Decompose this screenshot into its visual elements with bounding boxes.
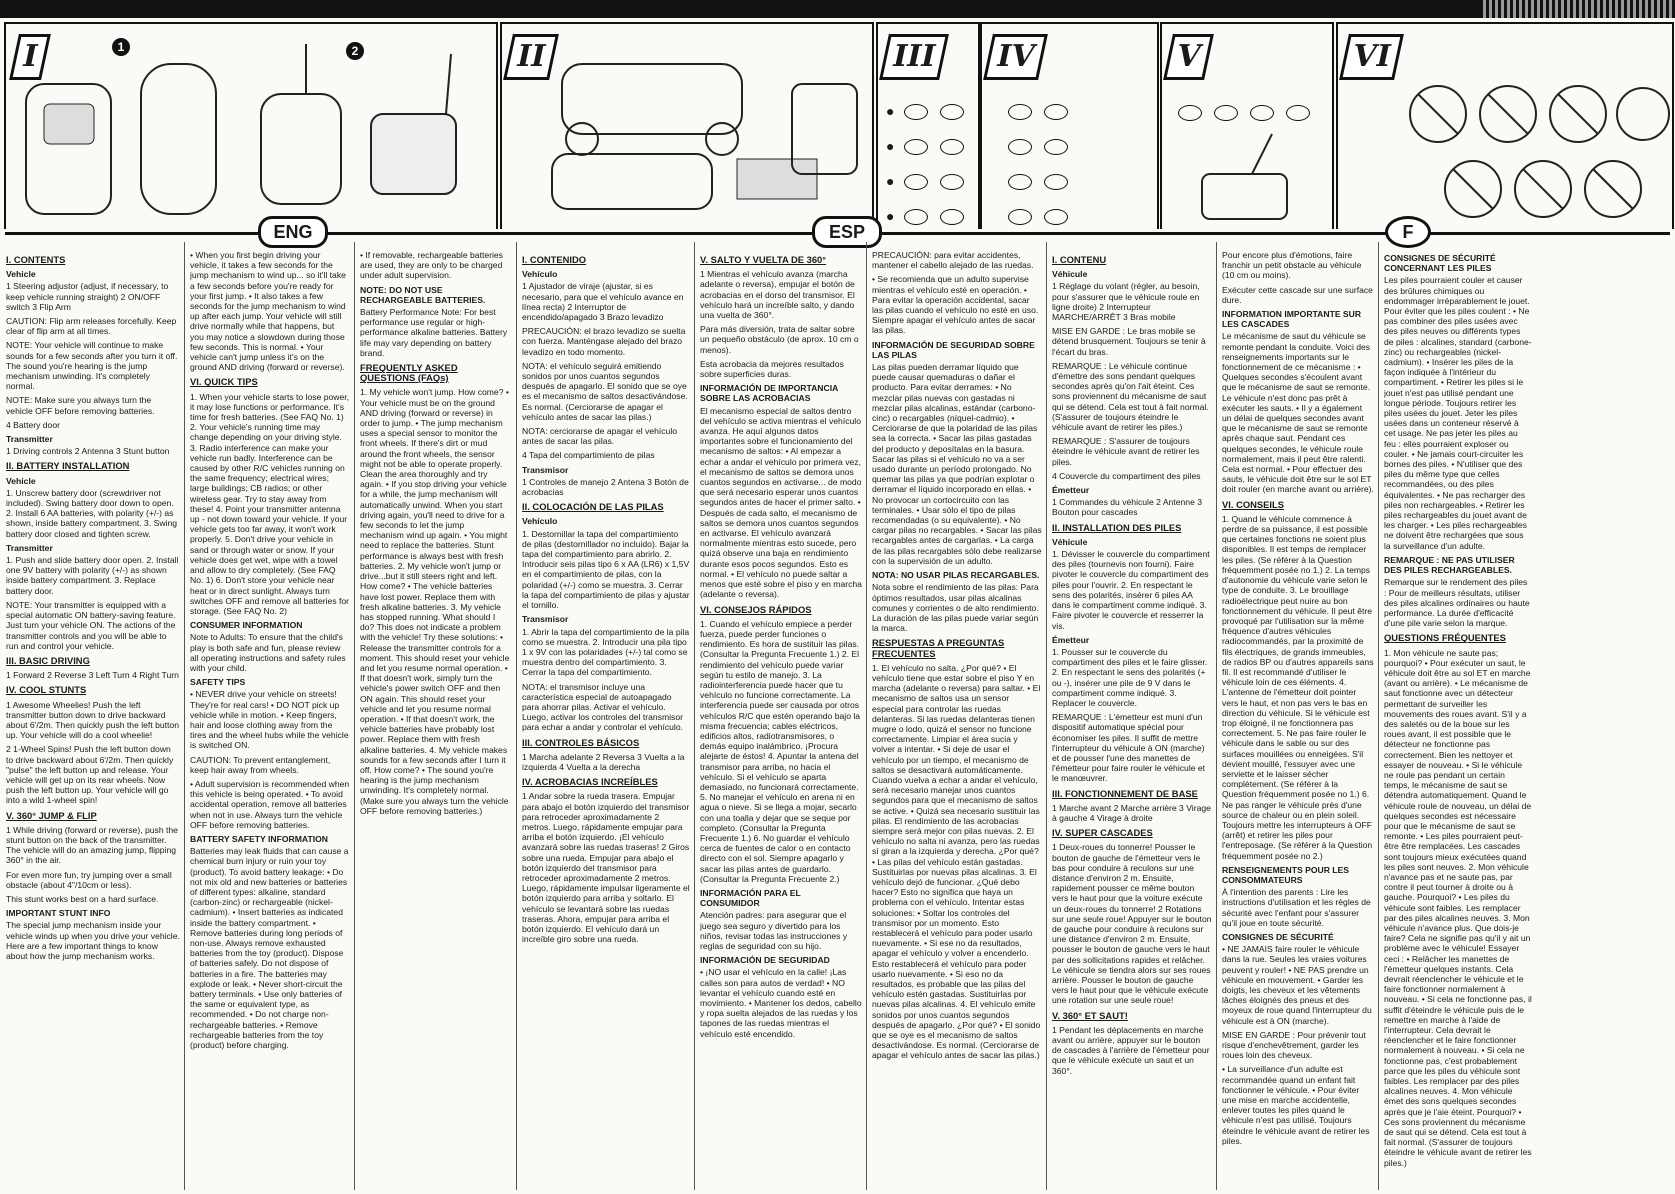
fr-installation-heading: II. INSTALLATION DES PILES [1052,521,1182,533]
fr-couvercle: 4 Couvercle du compartiment des piles [1052,470,1201,481]
eng-caution-wheels: CAUTION: To prevent entanglement, keep hair away from wheels. [190,754,331,775]
eng-jump-text: 1 While driving (forward or reverse), push the stunt button on the back of the transmitter. The vehicle will do an amazing jump, flipping 360° in the air. [6,824,178,866]
fr-saut-text: 1 Pendant les déplacements en marche avant ou arrière, appuyer sur le bouton de cascades à l'arrière de l'émetteur pour que le véhicule exécute un saut et un 360°. [1052,1024,1210,1076]
fr-vehicule-heading-2: Véhicule [1052,536,1088,547]
panel-i-label: I [9,34,51,80]
eng-faq-text: 1. My vehicle won't jump. How come? • Your vehicle must be on the ground AND driving (forward or reverse) in order to jump. • The jump mechanism uses a special sensor to monitor the front wheels. If there's dirt or mud around the front wheels, the sensor might not be able to operate properly. Clean the area thoroughly and try again. • If you stop driving your vehicle for a while, the jump mechanism will automatically unwind. When you start driving again, you'll need to drive for a few seconds to let the jump mechanism wind up again. • You might need to replace the batteries. Stunt performance is always best with fresh batteries. 2. My vehicle won't jump or drive...but it still steers right and left. How come? • The vehicle batteries have lost power. Replace them with fresh alkaline batteries. 3. My vehicle has stopped running. What should I do? This does not indicate a problem with the vehicle! Try these solutions: • Release the transmitter controls for a moment. This should reset your vehicle and let you resume normal operation. • If that doesn't work, simply turn the vehicle's power switch OFF and then ON again. This should reset your vehicle and let you resume normal operation. • If that doesn't work, the vehicle batteries have probably lost power. Replace them with fresh alkaline batteries. 4. My vehicle makes sounds for a few seconds after I turn it off. How come? • The sound you're hearing is the jump mechanism unwinding. It's completely normal. (Make sure you always turn the vehicle OFF before removing batteries.) [360,387,510,816]
divider [694,242,695,1190]
eng-transmitter-heading: Transmitter [6,434,53,445]
esp-importancia-text: El mecanismo especial de saltos dentro del vehículo se activa mientras el vehículo avanza. He aquí algunos datos importantes sobre el funcionamiento del mecanismo de saltos: • Al empezar a echar a andar el vehículo por primera vez, el mecanismo de saltos se demora unos cuantos segundos en activarse... de modo que será necesario esperar unos cuantos segundos antes de hacer el primer salto. • Después de cada salto, el mecanismo de saltos se demora unos cuantos segundos en activarse. El vehículo avanzará normalmente mientras esto sucede, pero quizá observe una baja en rendimiento durante esos pocos segundos. Esto es normal. • El vehículo no puede saltar a menos que esté sobre el piso y en marcha (adelante o reversa). [700,405,862,600]
fr-mise-en-garde-2: MISE EN GARDE : Pour prévenir tout risque d'enchevêtrement, garder les roues loin des cheveux. [1222,1029,1366,1061]
esp-controles-heading: III. CONTROLES BÁSICOS [522,736,640,748]
eng-consumer-heading: CONSUMER INFORMATION [190,620,303,631]
eng-cool-stunts-heading: IV. COOL STUNTS [6,684,87,696]
eng-important-text: The special jump mechanism inside your vehicle winds up when you drive your vehicle. Here are a few important things to know about how the jump mechanism works. [6,920,180,961]
fr-consignes-heading: CONSIGNES DE SÉCURITÉ [1222,932,1334,942]
eng-adult-text: • Adult supervision is recommended when this vehicle is being operated. • To avoid accidental operation, remove all batteries when not in use. Always turn the vehicle OFF before removing batteries. [190,778,350,830]
esp-vehiculo-heading: Vehículo [522,269,558,280]
esp-acrobacias-heading: IV. ACROBACIAS INCREÍBLES [522,776,658,788]
esp-tip-salto-2: Esta acrobacia da mejores resultados sobre superficies duras. [700,358,844,380]
divider [354,242,355,1190]
eng-one-wheel: 2 1-Wheel Spins! Push the left button down to drive backward about 6'/2m. Then quickly "pulse" the left button up and release. Your vehicle will get up on its rear wheels. Now push the left button up. Your vehicle will go into a wild 1-wheel spin! [6,744,174,806]
vehicle-top-illustration [6,24,496,229]
eng-caution-flip: CAUTION: Flip arm releases forcefully. Keep clear of flip arm at all times. [6,316,177,337]
esp-acrobacias-text: 1 Andar sobre la rueda trasera. Empujar para abajo el botón izquierdo del transmisor para retroceder aproximadamente 2 metros. Luego, rápidamente empujar para arriba el botón izquierdo. ¡El vehículo avanzará sobre las ruedas traseras! 2 Giros sobre una rueda. Empujar para abajo el botón izquierdo del transmisor para retroceder aproximadamente 2 metros. Luego, rápidamente impulsar ligeramente el botón izquierdo para arriba y soltarlo. El vehículo se levantará sobre las ruedas traseras. Ahora, empujar para arriba el botón izquierdo. El vehículo dará un increíble giro sobre una rueda. [522,791,690,945]
esp-nota-transmisor: NOTA: el transmisor incluye una característica especial de autoapagado para ahorrar pilas. Activar el vehículo. Luego, activar los controles del transmisor para echar a andar y controlar el vehículo. [522,681,683,733]
esp-nota-2: NOTA: cerciorarse de apagar el vehículo antes de sacar las pilas. [522,426,678,447]
eng-quick-tips-heading: VI. QUICK TIPS [190,376,258,388]
fr-emetteur-heading-2: Émetteur [1052,634,1090,645]
fr-important-heading: INFORMATION IMPORTANTE SUR LES CASCADES [1222,309,1362,330]
eng-transmitter-heading-2: Transmitter [6,542,53,553]
eng-note-transmitter: NOTE: Your transmitter is equipped with a special automatic ON battery-saving feature. Just turn your vehicle ON. The actions of the transmitter controls and you will be able to run and control your vehicle. [6,599,176,651]
divider [866,242,867,1190]
fr-renseignements-text: À l'intention des parents : Lire les instructions d'utilisation et les règles de sécurité avec l'enfant pour s'assurer qu'il joue en toute sécurité. [1222,887,1371,928]
eng-driving-items: 1 Forward 2 Reverse 3 Left Turn 4 Right Turn [6,670,179,681]
eng-tip-2: This stunt works best on a hard surface. [6,893,159,904]
panel-v-label: V [1163,34,1214,80]
esp-consejos-heading: VI. CONSEJOS RÁPIDOS [700,603,812,615]
eng-battery-safety-text: Batteries may leak fluids that can cause a chemical burn injury or ruin your toy (product). To avoid battery leakage: • Do not mix old and new batteries or batteries of different types: alkaline, standard (carbon-zinc) or rechargeable (nickel-cadmium). • Insert batteries as indicated inside the battery compartment. • Remove batteries during long periods of non-use. Always remove exhausted batteries from the toy (product). Dispose of batteries safely. Do not dispose of batteries in a fire. The batteries may explode or leak. • Never short-circuit the battery terminals. • Use only batteries of the same or equivalent type, as recommended. • Do not charge non-rechargeable batteries. • Remove rechargeable batteries from the toy (product) before charging. [190,846,349,1051]
eng-jump-notes: • When you first begin driving your vehicle, it takes a few seconds for the jump mechanism to wind up... so it'll take a few seconds before you're ready for your first jump. • It also takes a few seconds for the jump mechanism to wind up after each jump. Your vehicle will still drive normally while that happens, but you may notice a slowdown during those few seconds. This is normal. • Your vehicle can't jump unless it's on the ground AND driving (forward or reverse). [190,250,346,373]
eng-note-off: NOTE: Make sure you always turn the vehicle OFF before removing batteries. [6,395,155,416]
eng-note-vehicle: NOTE: Your vehicle will continue to make sounds for a few seconds after you turn it off. The sound you're hearing is the jump mechanism unwinding. It's completely normal. [6,340,178,392]
esp-consejos-text: 1. Cuando el vehículo empiece a perder fuerza, puede perder funciones o rendimiento. Es hora de sustituir las pilas. (Consultar la Pregunta Frecuente 1.) 2. El rendimiento del vehículo puede variar según tu estilo de manejo. 3. La radiointerferencia puede hacer que tu vehículo no funcione correctamente. La interferencia puede ser causada por otros vehículos R/C que estén operando bajo la misma frecuencia; cables eléctricos, edificios altos, radiotransmisores, o demás equipo inalámbrico. ¡Procura alejarte de éstos! 4. Apuntar la antena del transmisor para arriba, no hacia el vehículo. Si el vehículo se aparta demasiado, no funcionará correctamente. 5. No manejar el vehículo en arena ni en agua o nieve. Si se llega a mojar, secarlo con una toalla y dejar que se seque por completo. (Consultar la Pregunta Frecuente 1.) 6. No guardar el vehículo cerca de fuentes de calor o en contacto directo con el sol. Siempre apagarlo y sacar las pilas antes de guardarlo. (Consultar la Pregunta Frecuente 2.) [700,618,861,884]
esp-adulto-text: • Se recomienda que un adulto supervise mientras el vehículo esté en operación. • Para evitar la operación accidental, sacar las pilas cuando el vehículo no esté en uso. Siempre apagar el vehículo antes de sacar las pilas. [872,274,1039,336]
fr-fonctionnement-heading: III. FONCTIONNEMENT DE BASE [1052,787,1198,799]
eng-battery-door: 4 Battery door [6,419,60,430]
fr-important-text: Le mécanisme de saut du véhicule se remonte pendant la conduite. Voici des renseignements importants sur le fonctionnement de ce mécanisme : • Quelques secondes s'écoulent avant que le mécanisme de saut se remonte. Le véhicule n'est donc pas prêt à exécuter les sauts. • Il y a également un délai de quelques secondes avant que le mécanisme de saut se remonte après chaque saut. Pendant ces quelques secondes, le véhicule roule normalement, mais il peut être ralenti. Cela est normal. • Pour effectuer des sauts, le véhicule doit être sur le sol ET doit rouler (en marche avant ou arrière). [1222,331,1374,495]
fr-piles-heading: CONSIGNES DE SÉCURITÉ CONCERNANT LES PILES [1384,253,1496,274]
fr-vehicule-heading: Véhicule [1052,269,1088,280]
fr-mise-en-garde: MISE EN GARDE : Le bras mobile se détend brusquement. Toujours se tenir à l'écart du bras. [1052,326,1206,357]
fr-saut-heading: V. 360° ET SAUT! [1052,1009,1128,1021]
eng-vehicle-items: 1 Steering adjustor (adjust, if necessary, to keep vehicle running straight) 2 ON/OFF switch 3 Flip Arm [6,281,169,312]
fr-consignes-text: • NE JAMAIS faire rouler le véhicule dans la rue. Seules les vraies voitures peuvent y rouler! • NE PAS prendre un véhicule en mouvement. • Garder les doigts, les cheveux et les vêtements lâches éloignés des pneus et des moyeux de roue quand l'interrupteur du véhicule est à ON (marche). [1222,944,1372,1026]
esp-salto-text: 1 Mientras el vehículo avanza (marcha adelante o reversa), empujar el botón de acrobacias en el dorso del transmisor. El vehículo hará un increíble salto, y dando una vuelta de 360°. [700,269,855,321]
esp-transmisor-items: 1 Controles de manejo 2 Antena 3 Botón de acrobacias [522,476,689,498]
esp-precaucion: PRECAUCIÓN: el brazo levadizo se suelta con fuerza. Manténgase alejado del brazo levadizo en todo momento. [522,326,686,357]
fr-emetteur-text: 1. Pousser sur le couvercle du compartiment des piles et le faire glisser. 2. En respectant le sens des polarités (+ ou -), insérer une pile de 9 V dans le compartiment comme indiqué. 3. Replacer le couvercle. [1052,646,1208,708]
esp-tip-salto: Para más diversión, trata de saltar sobre un pequeño obstáculo (de aprox. 10 cm o menos). [700,324,859,355]
eng-quick-tips-text: 1. When your vehicle starts to lose power, it may lose functions or performance. It's time for fresh batteries. (See FAQ No. 1) 2. Your vehicle's running time may change depending on your driving style. 3. Radio interference can make your vehicle run badly. Interference can be caused by other R/C vehicles running on the same frequency; electrical wires; large buildings; CB radios; or other wireless gear. Try to stay away from these! 4. Point your transmitter antenna up - not down toward your vehicle. If your vehicle gets too far away, it won't work properly. 5. Don't drive your vehicle in sand or through water or snow. If your vehicle does get wet, wipe with a towel and allow to dry completely. (See FAQ No. 1) 6. Don't store your vehicle near heat or in direct sunlight. Always turn switches OFF and remove all batteries for storage. (See FAQ No. 2) [190,391,350,616]
fr-col-3 [1384,250,1532,1190]
fr-rendement: Remarque sur le rendement des piles : Pour de meilleurs résultats, utiliser des piles alcalines ordinaires ou haute performance. La durée d'efficacité d'une pile varie selon la marque. [1384,577,1530,629]
fr-emetteur-heading: Émetteur [1052,485,1090,496]
eng-vehicle-heading: Vehicle [6,269,36,280]
eng-col-2 [190,250,350,1190]
esp-pilas-heading: INFORMACIÓN DE SEGURIDAD SOBRE LAS PILAS [872,339,1035,360]
panel-iv [980,22,1159,229]
eng-col-1 [6,250,180,1190]
esp-transmisor-heading: Transmisor [522,464,569,475]
panel-iv-label: IV [983,34,1048,80]
fr-emetteur-items: 1 Commandes du véhicule 2 Antenne 3 Bouton pour cascades [1052,497,1203,518]
callout-2: 2 [346,42,364,60]
eng-performance-note: Battery Performance Note: For best performance use regular or high-performance alkaline batteries. Battery life may vary depending on battery brand. [360,307,508,358]
fr-questions-heading: QUESTIONS FRÉQUENTES [1384,632,1506,644]
esp-vehiculo-items: 1 Ajustador de viraje (ajustar, si es necesario, para que el vehículo avance en línea recta) 2 Interruptor de encendido/apagado 3 Brazo levadizo [522,281,684,323]
eng-wheelies: 1 Awesome Wheelies! Push the left transmitter button down to drive backward about 6'/2m. Then quickly push the left button up. Your vehicle will do a cool wheelie! [6,699,179,741]
panel-iii [876,22,980,229]
fr-super-heading: IV. SUPER CASCADES [1052,827,1153,839]
divider [1046,242,1047,1190]
esp-pilas-text: Las pilas pueden derramar líquido que puede causar quemaduras o dañar el producto. Para evitar derrames: • No mezclar pilas nuevas con gastadas ni mezclar pilas alcalinas, estándar (carbono-cinc) o recargables (níquel-cadmio). • Cerciorarse de que la polaridad de las pilas sea la correcta. • Sacar las pilas gastadas del producto y deposítalas en la basura. Sacar las pilas si el vehículo no va a ser usado durante un período prolongado. No quemar las pilas ya que podrían explotar o derramar el líquido incorporado en ellas. • No provocar un cortocircuito con las terminales. • Usar sólo el tipo de pilas recomendadas (o su equivalente). • No cargar pilas no recargables. • Sacar las pilas recargables antes de cargarlas. • La carga de las pilas recargables sólo debe realizarse con la supervisión de un adulto. [872,362,1042,566]
panel-v [1160,22,1334,229]
esp-transmisor-heading-2: Transmisor [522,614,569,625]
eng-important-heading: IMPORTANT STUNT INFO [6,908,111,919]
esp-colocacion-heading: II. COLOCACIÓN DE LAS PILAS [522,501,664,513]
esp-no-recargables: NOTA: NO USAR PILAS RECARGABLES. [872,570,1040,581]
eng-safety-text: • NEVER drive your vehicle on streets! They're for real cars! • DO NOT pick up vehicle while in motion. • Keep fingers, hair and loose clothing away from the tires and the wheel hubs while the vehicle is switched ON. [190,689,349,751]
esp-col-3 [872,250,1042,1190]
esp-col-1 [522,250,690,1190]
esp-controles-items: 1 Marcha adelante 2 Reversa 3 Vuelta a la izquierda 4 Vuelta a la derecha [522,751,685,772]
eng-consumer-text: Note to Adults: To ensure that the child's play is both safe and fun, please review all operating instructions and safety rules with your child. [190,632,346,673]
eng-no-recharge: NOTE: DO NOT USE RECHARGEABLE BATTERIES. [360,284,486,305]
eng-transmitter-items: 1 Driving controls 2 Antenna 3 Stunt button [6,446,170,457]
fr-conseils-heading: VI. CONSEILS [1222,498,1284,510]
esp-seguridad-text: • ¡NO usar el vehículo en la calle! ¡Las calles son para autos de verdad! • NO levantar el vehículo cuando esté en movimiento. • Mantener los dedos, cabello y ropa suelta alejados de las ruedas y los tapones de las ruedas mientras el vehículo esté encendido. [700,967,862,1039]
esp-nota: NOTA: el vehículo seguirá emitiendo sonidos por unos cuantos segundos después de apagarlo. El sonido que se oye es el mecanismo de saltos desactivándose. Es normal. (Cerciorarse de apagar el vehículo antes de sacar las pilas.) [522,360,688,422]
fr-questions-text: 1. Mon véhicule ne saute pas; pourquoi? • Pour exécuter un saut, le véhicule doit être au sol ET en marche (avant ou arrière). • Le mécanisme de saut fonctionne avec un détecteur permettant de surveiller les mouvements des roues avant. S'il y a des saletés ou de la boue sur les roues avant, il est possible que le détecteur ne fonctionne pas correctement. Bien les nettoyer et essayer de nouveau. • Si le véhicule ne roule pas pendant un certain temps, le mécanisme de saut se détendra automatiquement. Quand le véhicule roule de nouveau, un délai de quelques secondes est nécessaire pour que le mécanisme de saut se remonte. • Les piles pourraient peut-être être remplacées. Les cascades sont toujours mieux exécutées quand les piles sont neuves. 2. Mon véhicule n'avance pas et ne saute pas, par contre il peut tourner à droite ou à gauche. Pourquoi? • Les piles du véhicule sont faibles. Les remplacer par des piles alcalines neuves. 3. Mon véhicule n'avance plus. Que dois-je faire? Cela ne signifie pas qu'il y ait un problème avec le véhicule! Essayer ceci : • Relâcher les manettes de l'émetteur quelques instants. Cela devrait réenclencher le véhicule et le faire fonctionner normalement à nouveau. • Si cela ne fonctionne pas, il suffit d'éteindre le véhicule puis de le remettre en marche à l'aide de l'interrupteur. Cela devrait le réenclencher et le faire fonctionner normalement à nouveau. • Si cela ne fonctionne pas, c'est probablement parce que les piles du véhicule sont faibles. Les remplacer par des piles alcalines neuves. 4. Mon véhicule émet des sons quelques secondes après que je l'aie éteint. Pourquoi? • Ces sons proviennent du mécanisme de saut qui se détend. Cela est tout à fait normal. (S'assurer de toujours éteindre le véhicule avant de retirer les piles.) [1384,647,1532,1168]
battery-install-illustration [502,24,872,229]
top-decorative-strip [0,0,1675,18]
driving-diagram: ● ● ● ● [886,94,970,234]
fr-contenu-heading: I. CONTENU [1052,254,1107,265]
fr-conseils-text: 1. Quand le véhicule commence à perdre de sa puissance, il est possible que certaines fonctions ne soient plus disponibles. Il est temps de remplacer les piles. (Se référer à la Question fréquemment posée no 1.) 2. La temps d'autonomie du véhicule varie selon le type de conduite. 3. Le brouillage radioélectrique peut nuire au bon fonctionnement du véhicule. Il peut être provoqué par l'utilisation sur la même fréquence d'autres véhicules radiocommandés, par la proximité de fils électriques, de grands immeubles, de radios BP ou d'autres appareils sans fil. Il est recommandé d'utiliser le véhicule loin de ces éléments. 4. L'antenne de l'émetteur doit pointer vers le haut, et non pas vers le bas en direction du véhicule. Si le véhicule est trop éloigné, il ne fonctionnera pas correctement. 5. Ne pas faire rouler le véhicule dans le sable ou sur des surfaces mouillées ou enneigées. S'il devient mouillé, l'essuyer avec une serviette et le laisser sécher complètement. (Se référer à la Question fréquemment posée no 1.) 6. Ne pas ranger le véhicule près d'une source de chaleur ou en plein soleil. Toujours mettre les interrupteurs à OFF (arrêt) et retirer les piles pour l'entreposage. (Se référer à la Question fréquemment posée no 2.) [1222,513,1374,861]
stunt-diagram [1002,94,1074,234]
fr-remarque-2: REMARQUE : S'assurer de toujours éteindre le véhicule avant de retirer les piles. [1052,436,1200,467]
divider [184,242,185,1190]
eng-vehicle-steps: 1. Unscrew battery door (screwdriver not included). Swing battery door down to open. 2. Install 6 AA batteries, with polarity (+/-) as shown, inside battery compartment. 3. Swing battery door closed and tighten screw. [6,487,178,539]
esp-colocacion-text: 1. Destornillar la tapa del compartimiento de pilas (destornillador no incluido). Bajar la tapa del compartimiento para abrirlo. 2. Introducir seis pilas tipo 6 x AA (LR6) x 1,5V en el compartimiento de pilas, con la polaridad (+/-) como se muestra. 3. Cerrar la tapa del compartimiento de pilas y ajustar el tornillo. [522,528,690,611]
panel-ii [500,22,874,229]
panel-vi-label: VI [1339,34,1404,80]
fr-tip: Pour encore plus d'émotions, faire franchir un petit obstacle au véhicule (10 cm ou moins). [1222,250,1362,281]
esp-transmisor-text: 1. Abrir la tapa del compartimiento de la pila como se muestra. 2. Introducir una pila tipo 1 x 9V con las polaridades (+/-) tal como se muestra dentro del compartimiento. 3. Cerrar la tapa del compartimiento. [522,626,690,678]
fr-tip-2: Exécuter cette cascade sur une surface dure. [1222,284,1373,305]
eng-recharge-note: • If removable, rechargeable batteries are used, they are only to be charged under adult supervision. [360,250,503,281]
eng-jump-heading: V. 360° JUMP & FLIP [6,809,97,821]
eng-col-3 [360,250,510,1190]
eng-tip-1: For even more fun, try jumping over a small obstacle (about 4"/10cm or less). [6,869,172,890]
esp-consumidor-text: Atención padres: para asegurar que el juego sea seguro y divertido para los niños, revisar todas las instrucciones y reglas de seguridad con su hijo. [700,910,848,951]
panel-i [4,22,498,229]
divider [516,242,517,1190]
esp-salto-heading: V. SALTO Y VUELTA DE 360° [700,254,827,265]
fr-fonctionnement-items: 1 Marche avant 2 Marche arrière 3 Virage à gauche 4 Virage à droite [1052,802,1211,823]
eng-battery-install-heading: II. BATTERY INSTALLATION [6,460,130,472]
fr-col-2 [1222,250,1374,1190]
lang-f: F [1385,216,1431,248]
callout-1: 1 [112,38,130,56]
divider [1378,242,1379,1190]
esp-vehiculo-heading-2: Vehículo [522,516,558,527]
fr-renseignements-heading: RENSEIGNEMENTS POUR LES CONSOMMATEURS [1222,864,1350,885]
fr-installation-text: 1. Dévisser le couvercle du compartiment des piles (tournevis non fourni). Faire pivoter le couvercle du compartiment des piles pour l'ouvrir. 2. En respectant le sens des polarités, insérer 6 piles AA dans le compartiment comme indiqué. 3. Faire pivoter le couvercle et resserrer la vis. [1052,549,1210,631]
panel-iii-label: III [879,34,949,80]
fr-remarque-emetteur: REMARQUE : L'émetteur est muni d'un dispositif automatique spécial pour économiser les piles. Il suffit de mettre l'interrupteur du véhicule à ON (marche) et de pousser l'une des manettes de l'émetteur pour faire rouler le véhicule et le manœuvrer. [1052,712,1206,784]
esp-contenido-heading: I. CONTENIDO [522,254,587,265]
fr-col-1 [1052,250,1212,1190]
esp-importancia-heading: INFORMACIÓN DE IMPORTANCIA SOBRE LAS ACROBACIAS [700,383,838,404]
eng-transmitter-steps: 1. Push and slide battery door open. 2. Install one 9V battery with polarity (+/-) as shown inside battery compartment. 3. Replace battery door. [6,555,179,596]
fr-remarque: REMARQUE : Le véhicule continue d'émettre des sons pendant quelques secondes après qu'on l'ait éteint. Ces sons proviennent du mécanisme de saut qui se détend. Cela est tout à fait normal. (S'assurer de toujours éteindre le véhicule avant de retirer les piles.) [1052,360,1209,433]
esp-consumidor-heading: INFORMACIÓN PARA EL CONSUMIDOR [700,887,801,909]
eng-safety-heading: SAFETY TIPS [190,677,246,688]
fr-remarque-piles: REMARQUE : NE PAS UTILISER DES PILES RECHARGEABLES. [1384,554,1515,576]
esp-respuestas-heading: RESPUESTAS A PREGUNTAS FRECUENTES [872,637,1005,659]
esp-rendimiento: Nota sobre el rendimiento de las pilas: Para óptimos resultados, usar pilas alcalinas comunes y corrientes o de alto rendimiento. La duración de las pilas puede variar según la marca. [872,582,1039,634]
esp-precaucion-2: PRECAUCIÓN: para evitar accidentes, mantener el cabello alejado de las ruedas. [872,250,1034,271]
fr-piles-text: Les piles pourraient couler et causer des brûlures chimiques ou endommager irréparablement le jouet. Pour éviter que les piles coulent : • Ne pas combiner des piles usées avec des piles neuves ou différents types de piles : alcalines, standard (carbone-zinc) ou rechargeables (nickel-cadmium). • Insérer les piles de la façon indiquée à l'intérieur du compartiment. • Retirer les piles si le jouet n'est pas utilisé pendant une longue période. Toujours retirer les piles usées du jouet. Jeter les piles usées dans un conteneur réservé à cet usage. Ne pas jeter les piles au feu : elles pourraient exploser ou couler. • Ne jamais court-circuiter les bornes des piles. • N'utiliser que des piles du même type que celles recommandées, ou des piles équivalentes. • Ne pas recharger des piles non rechargeables. • Retirer les piles rechargeables du jouet avant de les charger. • Les piles rechargeables ne doivent être rechargées que sous la surveillance d'un adulte. [1384,275,1532,551]
top-strip-texture [1480,0,1675,18]
eng-vehicle-heading-2: Vehicle [6,475,36,486]
transmitter-illustration [1162,24,1332,229]
lang-eng: ENG [258,216,328,248]
eng-faq-heading: FREQUENTLY ASKED QUESTIONS (FAQs) [360,362,458,384]
fr-surveillance-text: • La surveillance d'un adulte est recommandée quand un enfant fait fonctionner le véhicule. • Pour éviter une mise en marche accidentelle, enlever toutes les piles quand le véhicule n'est pas utilisé. Toujours éteindre le véhicule avant de retirer les piles. [1222,1064,1370,1146]
eng-contents-heading: I. CONTENTS [6,254,66,265]
divider [1216,242,1217,1190]
panel-ii-label: II [503,34,559,80]
panel-vi [1336,22,1674,229]
eng-basic-driving-heading: III. BASIC DRIVING [6,654,90,666]
esp-col-2 [700,250,862,1190]
fr-super-text: 1 Deux-roues du tonnerre! Pousser le bouton de gauche de l'émetteur vers le bas pour conduire à reculons sur une distance d'environ 2 m. Ensuite, rapidement pousser ce même bouton vers le haut pour que la voiture exécute un deux-roues du tonnerre! 2 Rotations sur une seule roue! Appuyer sur le bouton de gauche pour conduire à reculons sur une distance d'environ 2 m. Ensuite, pousser le bouton de gauche vers le haut par des sollicitations rapides et relâcher. Le véhicule se tiendra alors sur ses roues arrière. Pousser le bouton de gauche vers le haut pour que le véhicule exécute une rotation sur une seule roue! [1052,842,1212,1006]
lang-esp: ESP [812,216,882,248]
safety-icons [1338,24,1672,229]
esp-tapa: 4 Tapa del compartimiento de pilas [522,450,655,461]
esp-seguridad-heading: INFORMACIÓN DE SEGURIDAD [700,955,830,966]
esp-respuestas-text: 1. El vehículo no salta. ¿Por qué? • El vehículo tiene que estar sobre el piso Y en marcha (adelante o reversa) para saltar. • El mecanismo de saltos usa un sensor especial para controlar las ruedas delanteras. Si las ruedas delanteras tienen mugre o lodo, quizá el sensor no funcione correctamente. Limpiar el área sucia y volver a intentar. • Si deje de usar el vehículo por un tiempo, el mecanismo de saltos se desactivará automáticamente. Cuando vuelva a echar a andar el vehículo, será necesario manejar unos cuantos segundos para que el mecanismo de saltos se active. • Quizá sea necesario sustituir las pilas. El rendimiento de las acrobacias siempre será mejor con pilas nuevas. 2. El vehículo no salta ni avanza, pero las ruedas sí giran a la izquierda y derecha. ¿Por qué? • Las pilas del vehículo están gastadas. Sustituirlas por nuevas pilas alcalinas. 3. El vehículo dejó de funcionar. ¿Qué debo hacer? Esto no significa que haya un problema con el vehículo. Intentar estas soluciones: • Soltar los controles del transmisor por un momento. Esto restablecerá el vehículo para poder usarlo nuevamente. • Si ese no da resultados, apagar el vehículo y volver a encenderlo. Esto restablecerá el vehículo para poder usarlo nuevamente. • Si eso no da resultados, es probable que las pilas del vehículo estén gastadas. Sustituirlas por nuevas pilas alcalinas. 4. El vehículo emite sonidos por unos cuantos segundos después de apagarlo. ¿Por qué? • El sonido que se oye es el mecanismo de saltos desactivándose. Es normal. (Cerciorarse de apagar el vehículo antes de sacar las pilas.) [872,662,1041,1061]
eng-battery-safety-heading: BATTERY SAFETY INFORMATION [190,833,328,844]
fr-vehicule-items: 1 Réglage du volant (régler, au besoin, pour s'assurer que le véhicule roule en ligne droite) 2 Interrupteur MARCHE/ARRÊT 3 Bras mobile [1052,281,1200,323]
